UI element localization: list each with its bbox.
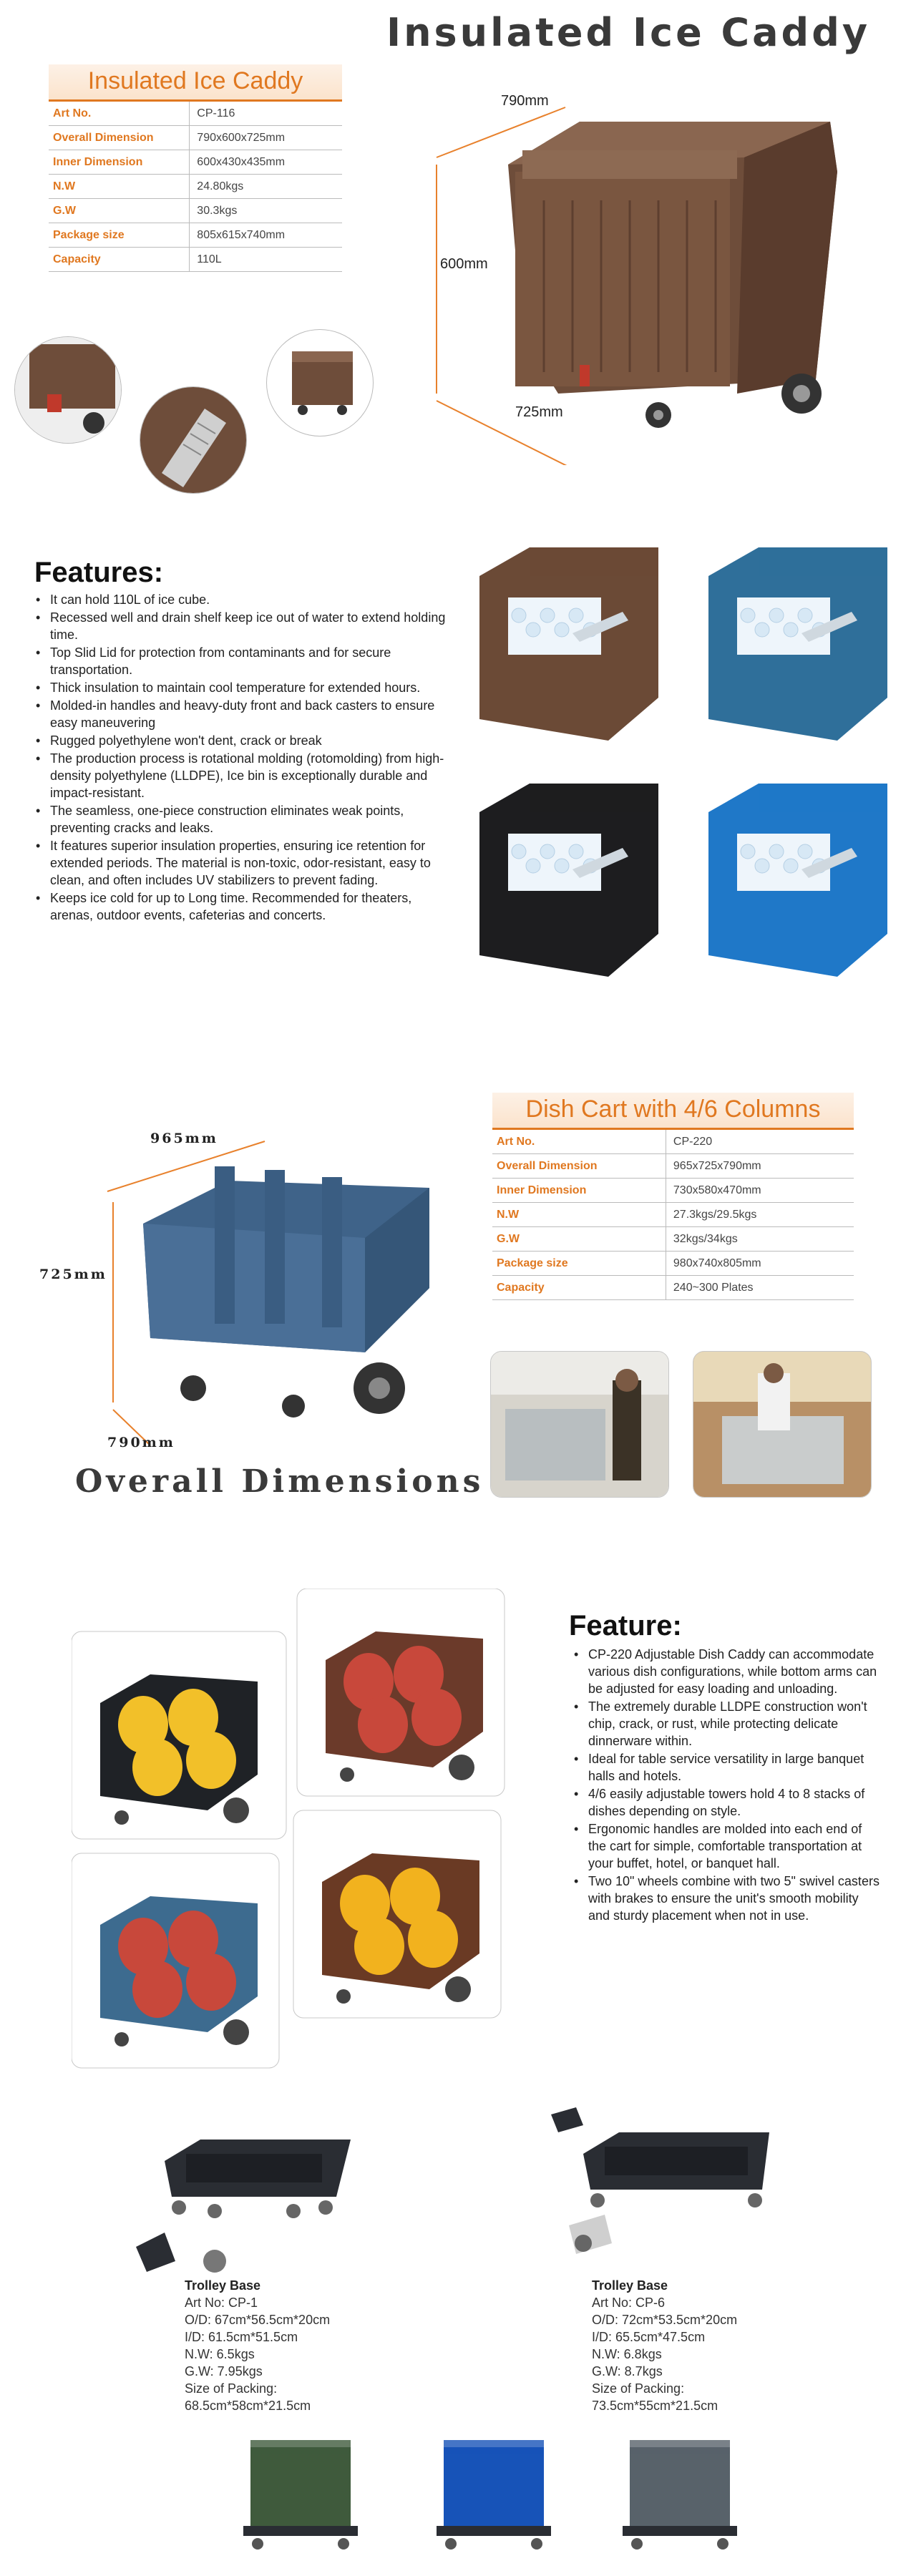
spec-value: 730x580x470mm bbox=[666, 1179, 854, 1203]
spec-value: 110L bbox=[190, 248, 342, 272]
feature-item: • Ideal for table service versatility in large banquet halls and hotels. bbox=[572, 1750, 880, 1785]
dish-cart-illustration bbox=[29, 1123, 458, 1467]
dish-dim-width-label: 965mm bbox=[150, 1131, 218, 1146]
dish-cart-body bbox=[143, 1166, 429, 1418]
detail-shelf-circle bbox=[140, 386, 247, 494]
dim-height-label: 600mm bbox=[440, 256, 488, 272]
dish-cart-spec-table bbox=[492, 1093, 854, 1300]
page-title: Insulated Ice Caddy bbox=[386, 10, 871, 55]
feature-item: • Rugged polyethylene won't dent, crack or break bbox=[34, 732, 446, 749]
food-pan-carrier-product bbox=[437, 2440, 551, 2550]
bottom-product-row bbox=[215, 2433, 759, 2555]
ice-features-heading: Features: bbox=[34, 557, 164, 588]
spec-row bbox=[49, 248, 342, 272]
spec-key: Package size bbox=[492, 1252, 666, 1276]
trolley-od: O/D: 72cm*53.5cm*20cm bbox=[592, 2313, 738, 2327]
spec-value: 32kgs/34kgs bbox=[666, 1227, 854, 1252]
spec-value: 965x725x790mm bbox=[666, 1154, 854, 1179]
ice-caddy-color-variant bbox=[708, 784, 887, 977]
spec-row bbox=[492, 1252, 854, 1276]
dish-cart-color-gallery bbox=[72, 1589, 515, 2097]
feature-item: • The extremely durable LLDPE construction won't chip, crack, or rust, while protecting delicate dinnerware within. bbox=[572, 1698, 880, 1750]
feature-item: • Ergonomic handles are molded into each end of the cart for simple, comfortable transportation at your buffet, hotel, or banquet hall. bbox=[572, 1820, 880, 1872]
feature-item: • Top Slid Lid for protection from contaminants and for secure transportation. bbox=[34, 644, 446, 678]
food-pan-carrier-product bbox=[623, 2440, 737, 2550]
spec-row bbox=[492, 1154, 854, 1179]
ice-features-list bbox=[34, 591, 446, 924]
spec-value: 30.3kgs bbox=[190, 199, 342, 223]
trolley-pack: 73.5cm*55cm*21.5cm bbox=[592, 2399, 718, 2413]
feature-item: • It can hold 110L of ice cube. bbox=[34, 591, 446, 608]
overall-dimensions-caption: Overall Dimensions bbox=[75, 1463, 484, 1500]
spec-row bbox=[49, 102, 342, 126]
dish-cart-variant bbox=[72, 1631, 286, 1839]
trolley-base-2-info bbox=[592, 2277, 821, 2414]
spec-key: G.W bbox=[49, 199, 190, 223]
dish-cart-variant bbox=[72, 1853, 279, 2068]
spec-row bbox=[492, 1227, 854, 1252]
dish-cart-photo-kitchen bbox=[490, 1351, 669, 1498]
trolley-art: Art No: CP-6 bbox=[592, 2296, 666, 2310]
trolley-title: Trolley Base bbox=[592, 2278, 668, 2293]
ice-caddy-body bbox=[508, 122, 837, 428]
feature-item: • Two 10" wheels combine with two 5" swivel casters with brakes to ensure the unit's smooth mobility and sturdy placement when not in use. bbox=[572, 1873, 880, 1924]
feature-item: • 4/6 easily adjustable towers hold 4 to 8 stacks of dishes depending on style. bbox=[572, 1785, 880, 1820]
ice-caddy-color-variant bbox=[479, 784, 658, 977]
feature-item: • Recessed well and drain shelf keep ice out of water to extend holding time. bbox=[34, 609, 446, 643]
spec-value: 980x740x805mm bbox=[666, 1252, 854, 1276]
spec-row bbox=[492, 1179, 854, 1203]
dish-cart-variant bbox=[297, 1589, 505, 1796]
spec-key: Art No. bbox=[49, 102, 190, 126]
detail-drain-circle bbox=[14, 336, 122, 444]
spec-value: 240~300 Plates bbox=[666, 1276, 854, 1300]
trolley-base-1-image bbox=[122, 2118, 365, 2283]
trolley-base-2-image bbox=[547, 2104, 791, 2275]
feature-item: • Keeps ice cold for up to Long time. Recommended for theaters, arenas, outdoor events, cafeterias and concerts. bbox=[34, 889, 446, 924]
ice-caddy-color-variant bbox=[708, 547, 887, 741]
trolley-title: Trolley Base bbox=[185, 2278, 261, 2293]
dish-cart-photo-banquet bbox=[693, 1351, 872, 1498]
spec-row bbox=[49, 199, 342, 223]
detail-caddy-circle bbox=[266, 329, 374, 436]
ice-caddy-color-grid bbox=[465, 533, 902, 998]
trolley-nw: N.W: 6.5kgs bbox=[185, 2347, 255, 2361]
food-pan-carrier-product bbox=[243, 2440, 358, 2550]
spec-value: 805x615x740mm bbox=[190, 223, 342, 248]
feature-item: • CP-220 Adjustable Dish Caddy can accommodate various dish configurations, while bottom arms can be adjusted for easy loading and unloading. bbox=[572, 1646, 880, 1697]
spec-value: 600x430x435mm bbox=[190, 150, 342, 175]
dim-depth-label: 725mm bbox=[515, 404, 563, 420]
spec-key: Art No. bbox=[492, 1130, 666, 1154]
spec-row bbox=[49, 223, 342, 248]
spec-key: Capacity bbox=[492, 1276, 666, 1300]
trolley-pack-label: Size of Packing: bbox=[592, 2381, 685, 2396]
trolley-od: O/D: 67cm*56.5cm*20cm bbox=[185, 2313, 331, 2327]
spec-row bbox=[492, 1130, 854, 1154]
dish-dim-height-label: 725mm bbox=[39, 1267, 107, 1282]
spec-table-title: Dish Cart with 4/6 Columns bbox=[492, 1093, 854, 1130]
trolley-pack: 68.5cm*58cm*21.5cm bbox=[185, 2399, 311, 2413]
trolley-base-1-info bbox=[185, 2277, 414, 2414]
feature-item: • The seamless, one-piece construction eliminates weak points, preventing cracks and leaks. bbox=[34, 802, 446, 836]
dish-cart-variant bbox=[293, 1810, 501, 2018]
feature-item: • The production process is rotational molding (rotomolding) from high-density polyethylene (LLDPE), Ice bin is exceptionally durable and impact-resistant. bbox=[34, 750, 446, 801]
spec-row bbox=[49, 175, 342, 199]
spec-row bbox=[492, 1203, 854, 1227]
spec-value: 27.3kgs/29.5kgs bbox=[666, 1203, 854, 1227]
trolley-id: I/D: 65.5cm*47.5cm bbox=[592, 2330, 706, 2344]
dish-features-heading: Feature: bbox=[569, 1610, 682, 1641]
spec-row bbox=[49, 150, 342, 175]
spec-value: CP-116 bbox=[190, 102, 342, 126]
trolley-gw: G.W: 7.95kgs bbox=[185, 2364, 263, 2379]
trolley-id: I/D: 61.5cm*51.5cm bbox=[185, 2330, 298, 2344]
trolley-pack-label: Size of Packing: bbox=[185, 2381, 278, 2396]
feature-item: • It features superior insulation properties, ensuring ice retention for extended periods. The material is non-toxic, odor-resistant, easy to clean, and often includes UV stabilizers to prevent fading. bbox=[34, 837, 446, 889]
spec-key: Overall Dimension bbox=[49, 126, 190, 150]
spec-key: G.W bbox=[492, 1227, 666, 1252]
trolley-art: Art No: CP-1 bbox=[185, 2296, 258, 2310]
spec-value: 790x600x725mm bbox=[190, 126, 342, 150]
spec-row bbox=[49, 126, 342, 150]
dish-features-list bbox=[572, 1646, 880, 1925]
spec-table bbox=[492, 1130, 854, 1300]
ice-caddy-spec-table bbox=[49, 64, 342, 272]
trolley-gw: G.W: 8.7kgs bbox=[592, 2364, 663, 2379]
spec-value: 24.80kgs bbox=[190, 175, 342, 199]
spec-key: Inner Dimension bbox=[49, 150, 190, 175]
dish-dim-depth-label: 790mm bbox=[107, 1435, 175, 1450]
spec-row bbox=[492, 1276, 854, 1300]
spec-key: Overall Dimension bbox=[492, 1154, 666, 1179]
dim-width-label: 790mm bbox=[501, 93, 549, 109]
trolley-nw: N.W: 6.8kgs bbox=[592, 2347, 662, 2361]
spec-key: N.W bbox=[49, 175, 190, 199]
spec-table bbox=[49, 102, 342, 272]
spec-key: Inner Dimension bbox=[492, 1179, 666, 1203]
spec-key: Package size bbox=[49, 223, 190, 248]
spec-key: Capacity bbox=[49, 248, 190, 272]
spec-value: CP-220 bbox=[666, 1130, 854, 1154]
spec-key: N.W bbox=[492, 1203, 666, 1227]
spec-table-title: Insulated Ice Caddy bbox=[49, 64, 342, 102]
feature-item: • Thick insulation to maintain cool temperature for extended hours. bbox=[34, 679, 446, 696]
feature-item: • Molded-in handles and heavy-duty front and back casters to ensure easy maneuvering bbox=[34, 697, 446, 731]
ice-caddy-color-variant bbox=[479, 547, 658, 741]
